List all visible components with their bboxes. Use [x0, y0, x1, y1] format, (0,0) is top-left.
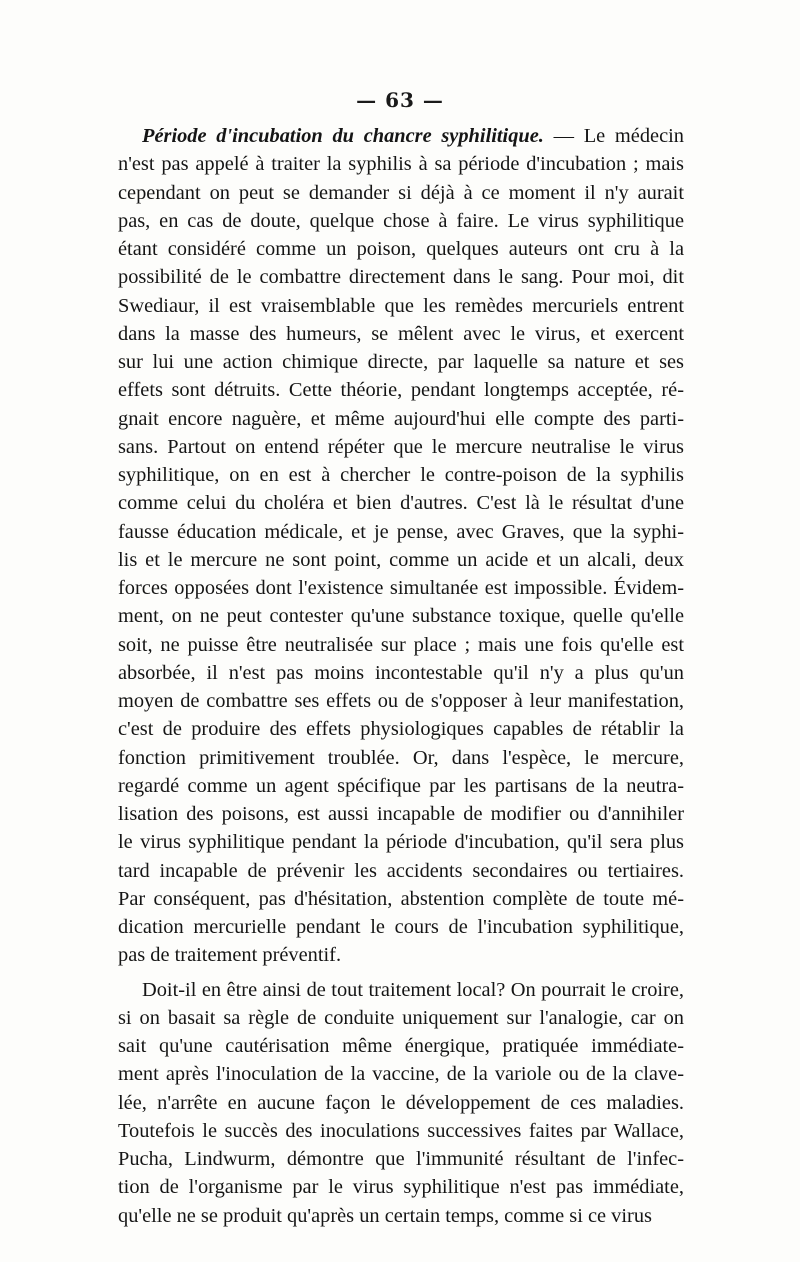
paragraph-1-line: cependant on peut se demander si déjà à ce moment il n'y aurait: [118, 181, 684, 204]
paragraph-1-line: tard incapable de prévenir les accidents secondaires ou tertiaires.: [118, 859, 684, 882]
paragraph-1-line: c'est de produire des effets physiologiques capables de rétablir la: [118, 718, 684, 741]
paragraph-1-line: étant considéré comme un poison, quelques auteurs ont cru à la: [118, 238, 684, 260]
paragraph-1: [118, 150, 684, 969]
page-number: — 63 —: [356, 88, 444, 112]
paragraph-2-line: si on basait sa règle de conduite uniquement sur l'analogie, car on: [118, 1006, 684, 1029]
paragraph-2-line: Pucha, Lindwurm, démontre que l'immunité résultant de l'infec-: [118, 1148, 684, 1170]
paragraph-1-line: possibilité de le combattre directement dans le sang. Pour moi, dit: [118, 266, 684, 289]
paragraph-1-line: regardé comme un agent spécifique par les partisans de la neutra-: [118, 774, 684, 797]
body-text: [118, 122, 684, 1230]
paragraph-2-line: qu'elle ne se produit qu'après un certain temps, comme si ce virus: [118, 1204, 652, 1227]
paragraph-1-line: fausse éducation médicale, et je pense, avec Graves, que la syphi-: [118, 520, 684, 543]
paragraph-2-line: sait qu'une cautérisation même énergique, pratiquée immédiate-: [118, 1035, 684, 1057]
paragraph-1-line: soit, ne puisse être neutralisée sur place ; mais une fois qu'elle est: [118, 633, 684, 656]
paragraph-1-line: comme celui du choléra et bien d'autres. C'est là le résultat d'une: [118, 492, 684, 515]
section-heading: Période d'incubation du chancre syphilitique.: [142, 125, 544, 147]
paragraph-1-line: lisation des poisons, est aussi incapable de modifier ou d'annihiler: [118, 803, 684, 825]
paragraph-1-line: lis et le mercure ne sont point, comme un acide et un alcali, deux: [118, 548, 684, 571]
paragraph-1-line: dication mercurielle pendant le cours de l'incubation syphilitique,: [118, 916, 684, 938]
paragraph-1-line: Par conséquent, pas d'hésitation, abstention complète de toute mé-: [118, 887, 684, 910]
paragraph-1-line: Swediaur, il est vraisemblable que les remèdes mercuriels entrent: [118, 294, 684, 317]
paragraph-2-line: tion de l'organisme par le virus syphilitique n'est pas immédiate,: [118, 1176, 684, 1199]
paragraph-2-line: Doit-il en être ainsi de tout traitement local? On pourrait le croire,: [142, 978, 684, 1001]
paragraph-2: [118, 976, 684, 1230]
paragraph-1-line: ment, on ne peut contester qu'une substance toxique, quelle qu'elle: [118, 605, 684, 628]
paragraph-2-line: ment après l'inoculation de la vaccine, de la variole ou de la clave-: [118, 1063, 684, 1086]
paragraph-1-line: le virus syphilitique pendant la période d'incubation, qu'il sera plus: [118, 831, 684, 854]
paragraph-1-line: moyen de combattre ses effets ou de s'opposer à leur manifestation,: [118, 690, 684, 712]
paragraph-2-line: lée, n'arrête en aucune façon le développement de ces maladies.: [118, 1091, 684, 1114]
paragraph-1-line: sans. Partout on entend répéter que le mercure neutralise le virus: [118, 435, 684, 458]
paragraph-1-line: gnait encore naguère, et même aujourd'hui elle compte des parti-: [118, 407, 684, 430]
paragraph-1-line: effets sont détruits. Cette théorie, pendant longtemps acceptée, ré-: [118, 379, 684, 402]
paragraph-1-line: syphilitique, on en est à chercher le contre-poison de la syphilis: [118, 464, 684, 486]
paragraph-1-line: sur lui une action chimique directe, par laquelle sa nature et ses: [118, 351, 684, 373]
paragraph-1-line-0: [118, 122, 684, 150]
paragraph-1-line: pas de traitement préventif.: [118, 944, 342, 967]
paragraph-1-line: n'est pas appelé à traiter la syphilis à sa période d'incubation ; mais: [118, 153, 684, 176]
paragraph-1-line: dans la masse des humeurs, se mêlent avec le virus, et exercent: [118, 322, 684, 345]
paragraph-2-line: Toutefois le succès des inoculations successives faites par Wallace,: [118, 1119, 684, 1142]
paragraph-1-line: pas, en cas de doute, quelque chose à faire. Le virus syphilitique: [118, 209, 684, 232]
paragraph-1-line: forces opposées dont l'existence simultanée est impossible. Évidem-: [118, 577, 684, 599]
paragraph-1-line: absorbée, il n'est pas moins incontestable qu'il n'y a plus qu'un: [118, 661, 684, 684]
section-heading-tail: — Le médecin: [543, 125, 684, 147]
paragraph-1-line: fonction primitivement troublée. Or, dans l'espèce, le mercure,: [118, 746, 684, 769]
